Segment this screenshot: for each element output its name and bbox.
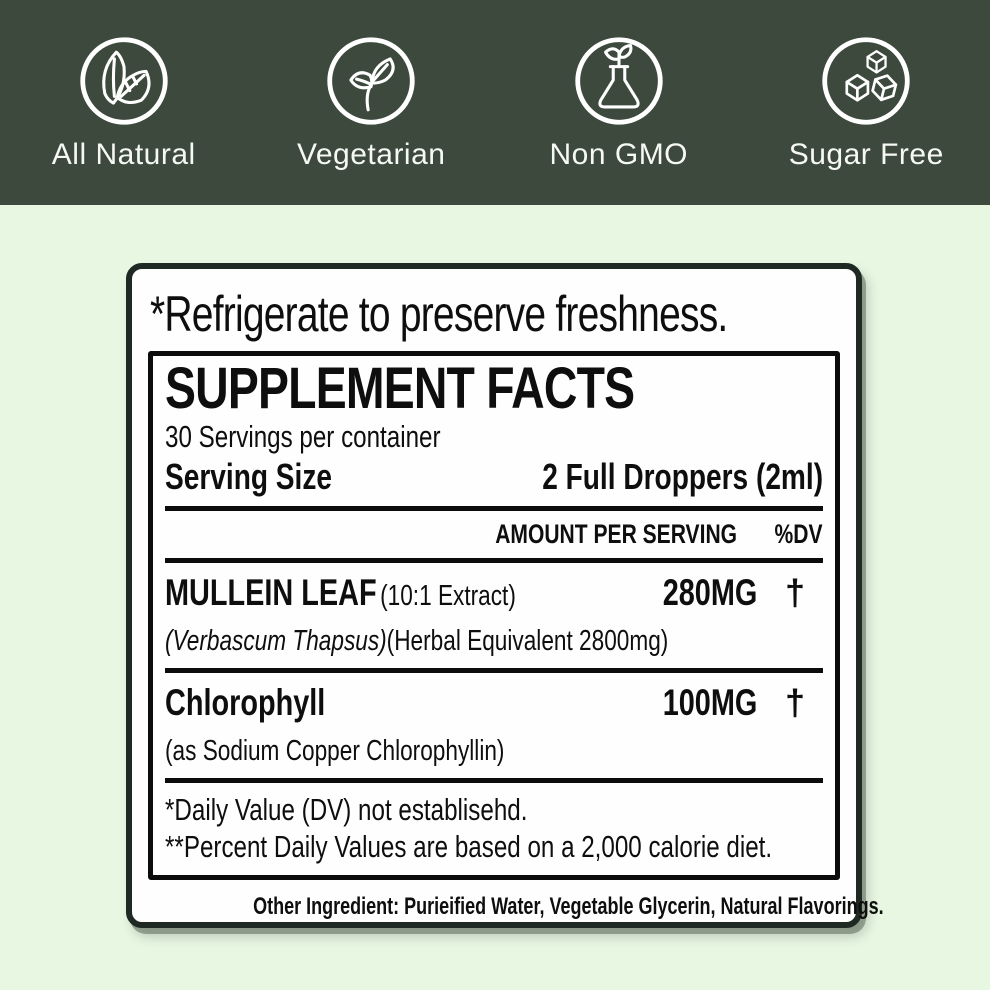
ingredient-row-chlorophyll <box>165 680 823 734</box>
badge-label: Vegetarian <box>297 138 446 171</box>
serving-size-label: Serving Size <box>165 456 332 497</box>
ingredient-amount-group <box>636 570 823 616</box>
serving-size-row <box>165 455 823 499</box>
ingredient-sub-rest: (as Sodium Copper Chlorophyllin) <box>165 735 505 767</box>
ingredient-name-group <box>165 570 516 624</box>
servings-line <box>165 418 823 455</box>
badge-label: Sugar Free <box>788 138 944 171</box>
footnote-percent-dv <box>165 828 823 865</box>
badge-non-gmo <box>495 0 743 205</box>
other-ingredients-line <box>148 892 884 922</box>
supplement-facts-box <box>148 351 840 880</box>
ingredient-amount: 280MG <box>662 572 757 613</box>
badge-label: All Natural <box>51 138 196 171</box>
storage-note-line <box>148 277 840 351</box>
flask-plant-icon <box>571 33 667 129</box>
ingredient-amount-group <box>636 680 823 726</box>
supplement-facts-panel <box>126 263 884 928</box>
divider <box>165 778 823 783</box>
amount-header-row <box>165 518 823 551</box>
feature-banner <box>0 0 990 205</box>
ingredient-sub-group <box>165 624 668 658</box>
servings-per-container: 30 Servings per container <box>165 419 441 454</box>
divider <box>165 558 823 563</box>
dv-dagger-symbol: † <box>784 682 806 723</box>
ingredient-name: MULLEIN LEAF <box>165 572 377 613</box>
serving-size-value: 2 Full Droppers (2ml) <box>542 456 823 497</box>
dv-dagger-symbol: † <box>784 572 806 613</box>
latin-name: (Verbascum Thapsus) <box>165 625 387 657</box>
divider <box>165 506 823 511</box>
footnote-text: *Daily Value (DV) not establisehd. <box>165 792 528 827</box>
ingredient-subline-mullein <box>165 624 823 658</box>
footnote-dv <box>165 791 823 828</box>
ingredient-name-group <box>165 680 325 734</box>
sugar-cubes-icon <box>818 33 914 129</box>
footnote-text: **Percent Daily Values are based on a 2,000 calorie diet. <box>165 829 773 864</box>
badge-label: Non GMO <box>549 138 689 171</box>
ingredient-subline-chlorophyll <box>165 734 823 768</box>
storage-note: *Refrigerate to preserve freshness. <box>150 286 728 342</box>
ingredient-amount: 100MG <box>662 682 757 723</box>
ingredient-note: (10:1 Extract) <box>380 580 516 612</box>
dv-header: %DV <box>775 519 823 549</box>
divider <box>165 668 823 673</box>
ingredient-name: Chlorophyll <box>165 682 326 723</box>
sprout-icon <box>323 33 419 129</box>
ingredient-sub-rest: (Herbal Equivalent 2800mg) <box>386 625 669 657</box>
ingredient-sub-group <box>165 734 504 768</box>
amount-per-serving-header: AMOUNT PER SERVING <box>495 519 738 549</box>
badge-all-natural <box>0 0 248 205</box>
leaves-icon <box>76 33 172 129</box>
badge-sugar-free <box>743 0 990 205</box>
ingredient-row-mullein <box>165 570 823 624</box>
badge-vegetarian <box>248 0 496 205</box>
panel-title-line <box>165 356 823 421</box>
panel-title: SUPPLEMENT FACTS <box>165 356 635 421</box>
other-ingredients: Other Ingredient: Purieified Water, Vegetable Glycerin, Natural Flavorings. <box>253 893 884 920</box>
